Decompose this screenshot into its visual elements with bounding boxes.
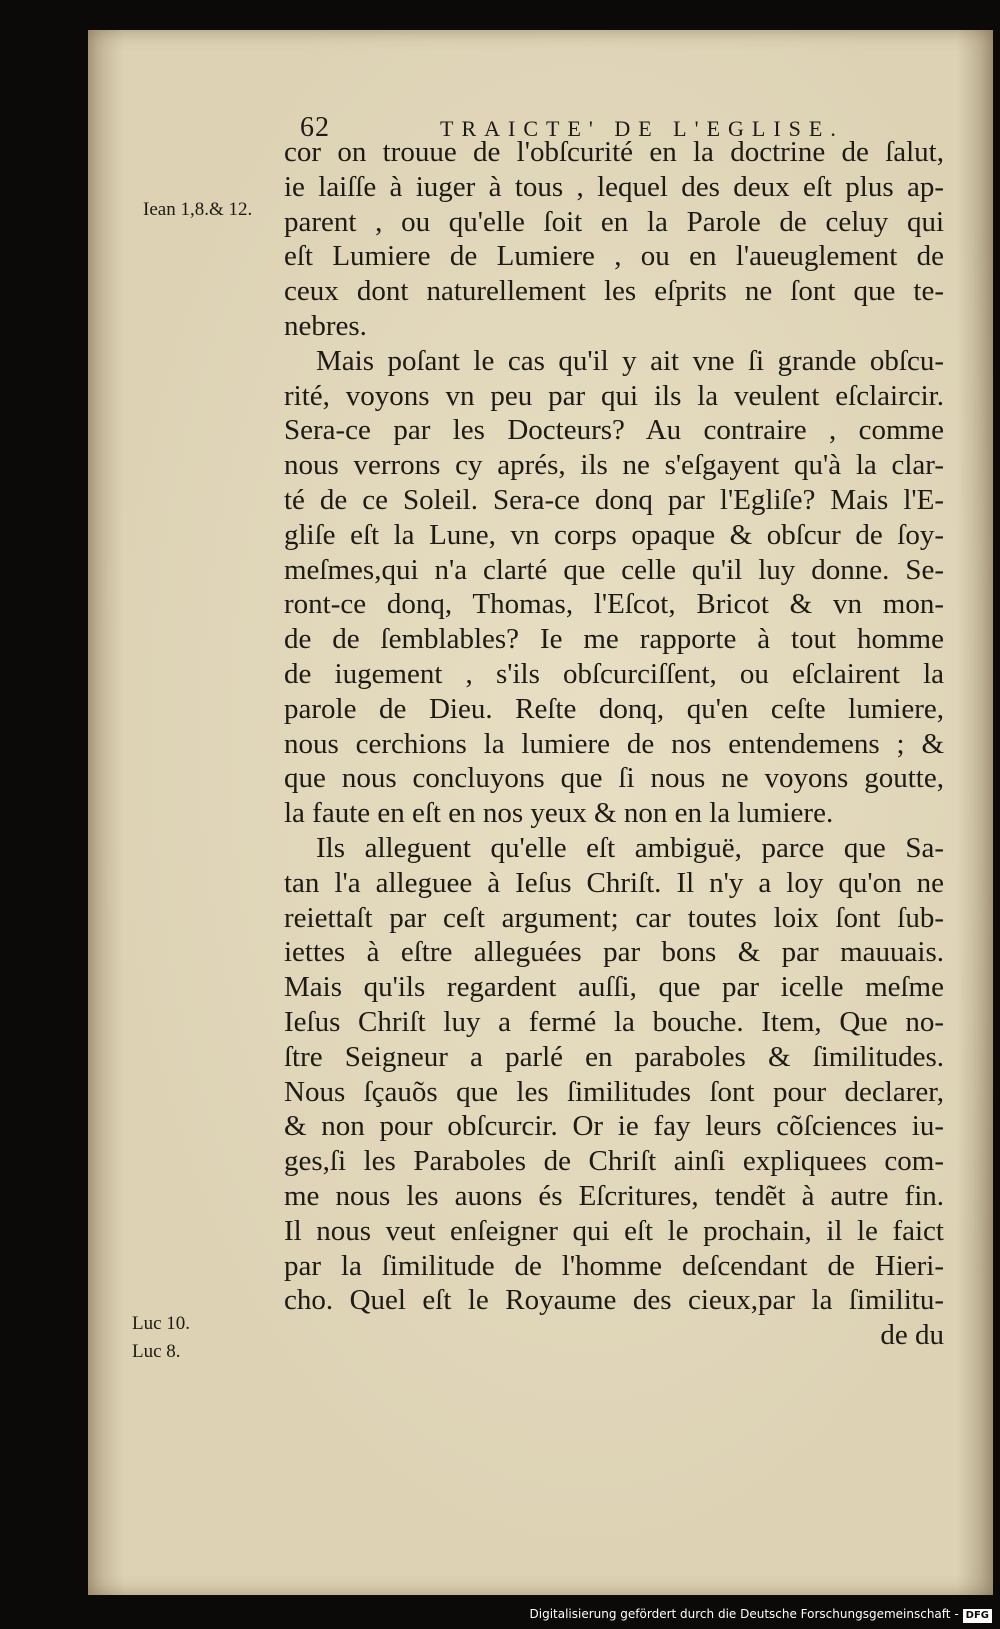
text-line: Ieſus Chriſt luy a fermé la bouche. Item, Que no- — [284, 1005, 944, 1038]
body-text — [284, 135, 944, 1353]
text-line: Mais qu'ils regardent auſſi, que par icelle meſme — [284, 971, 944, 1004]
margin-note: Luc 8. — [132, 1341, 181, 1362]
text-line: reiettaſt par ceſt argument; car toutes loix ſont ſub- — [284, 901, 944, 934]
margin-note: Luc 10. — [132, 1313, 191, 1334]
text-line: ceux dont naturellement les eſprits ne ſont que te- — [284, 275, 944, 308]
text-line: cho. Quel eſt le Royaume des cieux,par la ſimilitu- — [284, 1284, 944, 1317]
funding-credit: Digitalisierung gefördert durch die Deutsche Forschungsgemeinschaft - — [529, 1607, 959, 1621]
margin-note: Iean 1,8.& 12. — [143, 199, 253, 220]
text-line: ront-ce donq, Thomas, l'Eſcot, Bricot & vn mon- — [284, 588, 944, 621]
digitization-footer — [530, 1601, 993, 1627]
text-line: par la ſimilitude de l'homme deſcendant de Hieri- — [284, 1249, 944, 1282]
text-line: parent , ou qu'elle ſoit en la Parole de celuy qui — [284, 205, 944, 238]
text-line: nous verrons cy aprés, ils ne s'eſgayent qu'à la clar- — [284, 449, 944, 482]
text-line: gliſe eſt la Lune, vn corps opaque & obſcur de ſoy- — [284, 518, 944, 551]
text-line: ſtre Seigneur a parlé en paraboles & ſimilitudes. — [284, 1040, 944, 1073]
text-line: Ils alleguent qu'elle eſt ambiguë, parce que Sa- — [316, 831, 944, 864]
text-line: & non pour obſcurcir. Or ie fay leurs cõſciences iu- — [284, 1110, 944, 1143]
text-line: la faute en eſt en nos yeux & non en la lumiere. — [284, 797, 834, 830]
text-line: té de ce Soleil. Sera-ce donq par l'Egliſe? Mais l'E- — [284, 483, 944, 516]
text-line: nebres. — [284, 309, 367, 342]
text-line: que nous concluyons que ſi nous ne voyons goutte, — [284, 762, 944, 795]
text-line: iettes à eſtre alleguées par bons & par mauuais. — [284, 936, 944, 969]
text-line: tan l'a alleguee à Ieſus Chriſt. Il n'y a loy qu'on ne — [284, 866, 944, 899]
text-line: Sera-ce par les Docteurs? Au contraire , comme — [284, 414, 944, 447]
text-line: Il nous veut enſeigner qui eſt le prochain, il le faict — [284, 1214, 944, 1247]
text-line: cor on trouue de l'obſcurité en la doctrine de ſalut, — [284, 136, 944, 168]
catchword: de du — [880, 1319, 944, 1352]
page-number: 62 — [300, 112, 330, 143]
text-line: parole de Dieu. Reſte donq, qu'en ceſte lumiere, — [284, 692, 944, 725]
text-line: eſt Lumiere de Lumiere , ou en l'aueuglement de — [284, 240, 944, 273]
text-line: nous cerchions la lumiere de nos entendemens ; & — [284, 727, 944, 760]
text-line: meſmes,qui n'a clarté que celle qu'il luy donne. Se- — [284, 553, 944, 586]
text-line: me nous les auons és Eſcritures, tendẽt à autre fin. — [284, 1179, 944, 1212]
text-line: ie laiſſe à iuger à tous , lequel des deux eſt plus ap- — [284, 170, 944, 203]
text-line: Mais poſant le cas qu'il y ait vne ſi grande obſcu- — [316, 344, 944, 377]
text-line: de iugement , s'ils obſcurciſſent, ou eſclairent la — [284, 657, 944, 690]
text-line: rité, voyons vn peu par qui ils la veulent eſclaircir. — [284, 379, 944, 412]
dfg-logo: DFG — [963, 1609, 992, 1623]
text-line: de de ſemblables? Ie me rapporte à tout homme — [284, 623, 944, 656]
text-line: Nous ſçauõs que les ſimilitudes ſont pour declarer, — [284, 1075, 944, 1108]
text-line: ges,ſi les Paraboles de Chriſt ainſi expliquees com- — [284, 1145, 944, 1178]
running-title: TRAICTE' DE L'EGLISE. — [440, 116, 844, 141]
